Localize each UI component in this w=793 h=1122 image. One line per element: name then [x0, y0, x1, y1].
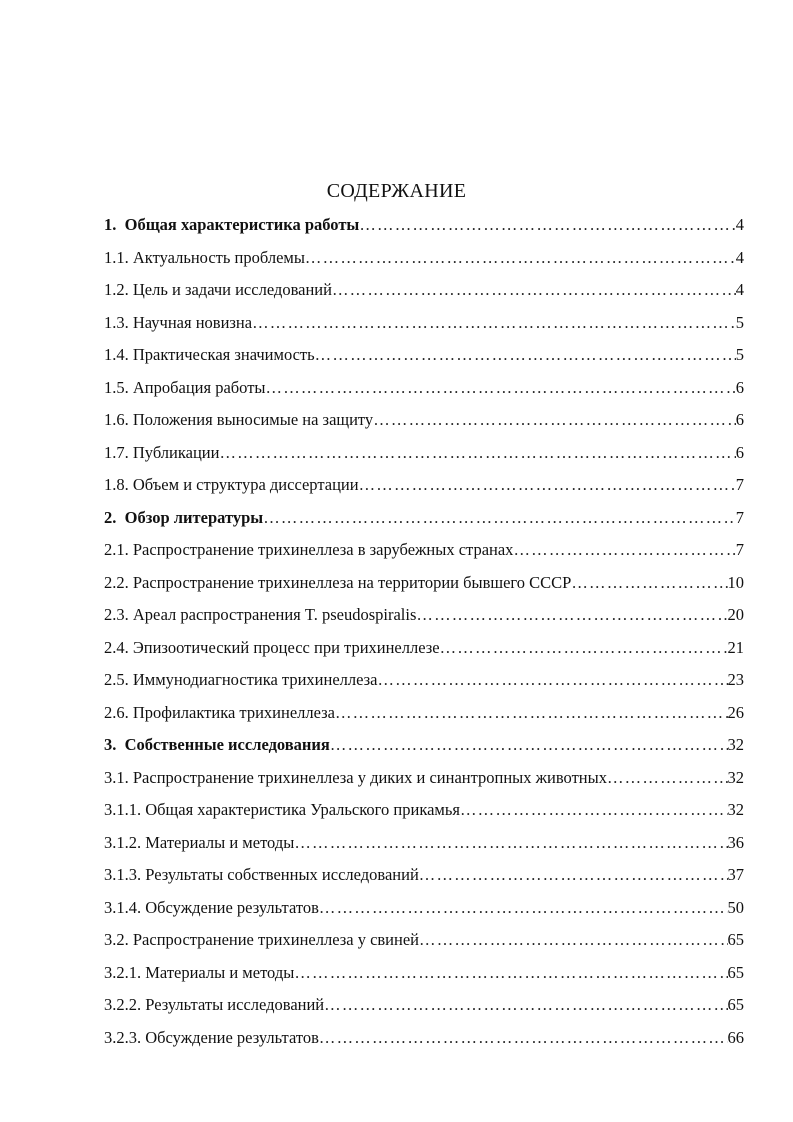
toc-entry-number: 1.6.: [104, 410, 129, 429]
toc-entry[interactable]: [104, 800, 744, 833]
toc-dot-leader: [359, 475, 736, 495]
toc-entry-number: 3.2.2.: [104, 995, 142, 1014]
toc-entry-label: [104, 1028, 319, 1048]
toc-entry[interactable]: [104, 313, 744, 346]
toc-entry[interactable]: [104, 1028, 744, 1061]
toc-entry-number: 3.1.3.: [104, 865, 142, 884]
toc-dot-leader: [319, 898, 728, 918]
toc-entry-number: 1.1.: [104, 247, 129, 267]
toc-entry-number: 1.3.: [104, 312, 129, 332]
toc-entry-number: 2.1.: [104, 540, 129, 559]
toc-entry[interactable]: [104, 345, 744, 378]
toc-entry-title: Результаты собственных исследований: [145, 865, 419, 884]
toc-entry-title: Обзор литературы: [124, 507, 264, 527]
toc-entry[interactable]: [104, 540, 744, 573]
toc-entry-title: Ареал распространения T. pseudospiralis: [132, 605, 417, 624]
toc-page-number: 21: [727, 637, 744, 657]
toc-page-number: 6: [735, 442, 744, 462]
toc-entry-label: [104, 248, 305, 268]
toc-entry-number: 2.5.: [104, 670, 129, 689]
toc-dot-leader: [332, 280, 736, 300]
toc-page-number: 37: [727, 865, 744, 884]
toc-entry-number: 1.4.: [104, 345, 129, 364]
toc-page-number: 32: [727, 800, 744, 819]
toc-entry-label: [104, 800, 460, 820]
toc-entry[interactable]: [104, 248, 744, 281]
toc-dot-leader: [373, 410, 736, 430]
toc-dot-leader: [607, 768, 728, 788]
toc-entry-label: [104, 443, 219, 463]
table-of-contents: [104, 215, 744, 1060]
toc-dot-leader: [460, 800, 728, 820]
toc-dot-leader: [416, 605, 727, 625]
toc-entry[interactable]: [104, 378, 744, 411]
toc-entry[interactable]: [104, 963, 744, 996]
toc-entry-number: 1.7.: [104, 442, 129, 462]
toc-entry-number: 2.4.: [104, 637, 129, 657]
toc-entry-number: 3.2.1.: [104, 962, 142, 982]
toc-entry-number: 2.3.: [104, 605, 129, 624]
toc-entry-label: [104, 703, 335, 723]
toc-entry-title: Научная новизна: [132, 312, 253, 332]
toc-dot-leader: [324, 995, 727, 1015]
toc-entry-label: [104, 768, 607, 788]
toc-entry-number: 2.: [104, 507, 117, 527]
toc-entry[interactable]: [104, 865, 744, 898]
toc-entry-title: Общая характеристика работы: [124, 215, 360, 234]
toc-entry-title: Публикации: [132, 442, 220, 462]
toc-entry-label: [104, 605, 416, 625]
toc-entry-number: 3.1.1.: [104, 800, 142, 819]
toc-dot-leader: [252, 313, 736, 333]
toc-entry-title: Апробация работы: [132, 377, 266, 397]
toc-entry[interactable]: [104, 833, 744, 866]
toc-entry-title: Результаты исследований: [145, 995, 325, 1014]
toc-entry-title: Положения выносимые на защиту: [132, 410, 374, 429]
toc-entry[interactable]: [104, 735, 744, 768]
toc-entry-label: [104, 930, 419, 950]
page-title: СОДЕРЖАНИЕ: [326, 180, 467, 202]
toc-dot-leader: [263, 508, 736, 528]
toc-page-number: 65: [727, 995, 744, 1014]
toc-entry[interactable]: [104, 930, 744, 963]
toc-entry-label: [104, 410, 373, 430]
toc-entry[interactable]: [104, 475, 744, 508]
toc-dot-leader: [315, 345, 736, 365]
toc-entry-title: Распространение трихинеллеза в зарубежных странах: [132, 540, 514, 559]
toc-entry[interactable]: [104, 898, 744, 931]
toc-entry-label: [104, 215, 359, 235]
toc-entry-number: 2.2.: [104, 572, 129, 592]
toc-entry-label: [104, 995, 324, 1015]
toc-page-number: 36: [727, 832, 744, 852]
toc-page-number: 65: [727, 930, 744, 949]
toc-page-number: 26: [727, 702, 744, 722]
toc-dot-leader: [330, 735, 728, 755]
toc-entry-title: Обсуждение результатов: [145, 897, 319, 917]
toc-entry-title: Распространение трихинеллеза у диких и синантропных животных: [132, 767, 607, 787]
toc-dot-leader: [513, 540, 735, 560]
toc-entry-title: Практическая значимость: [132, 345, 315, 364]
toc-entry-label: [104, 345, 315, 365]
toc-entry-label: [104, 865, 419, 885]
toc-entry-label: [104, 735, 330, 755]
toc-dot-leader: [294, 963, 727, 983]
toc-dot-leader: [440, 638, 728, 658]
toc-entry-number: 1.5.: [104, 377, 129, 397]
toc-dot-leader: [419, 930, 728, 950]
toc-entry-label: [104, 280, 332, 300]
toc-page-number: 6: [735, 377, 744, 397]
toc-dot-leader: [305, 248, 736, 268]
toc-page-number: 50: [727, 897, 744, 917]
toc-dot-leader: [571, 573, 727, 593]
toc-dot-leader: [266, 378, 736, 398]
toc-entry-title: Объем и структура диссертации: [132, 475, 359, 494]
toc-entry[interactable]: [104, 508, 744, 541]
toc-entry-number: 3.: [104, 735, 117, 754]
toc-entry-label: [104, 963, 294, 983]
toc-entry[interactable]: [104, 670, 744, 703]
toc-entry-label: [104, 313, 252, 333]
toc-entry[interactable]: [104, 573, 744, 606]
toc-entry[interactable]: [104, 605, 744, 638]
toc-entry[interactable]: [104, 280, 744, 313]
toc-entry-label: [104, 898, 319, 918]
toc-dot-leader: [359, 215, 735, 235]
toc-page-number: 4: [735, 280, 744, 299]
toc-page-number: 10: [727, 572, 744, 592]
toc-entry-title: Собственные исследования: [124, 735, 330, 754]
toc-entry[interactable]: [104, 703, 744, 736]
toc-page-number: 4: [735, 215, 744, 234]
toc-entry[interactable]: [104, 768, 744, 801]
toc-dot-leader: [377, 670, 727, 690]
toc-entry-number: 1.2.: [104, 280, 129, 299]
toc-entry[interactable]: [104, 638, 744, 671]
toc-dot-leader: [335, 703, 728, 723]
toc-dot-leader: [319, 1028, 728, 1048]
toc-entry-number: 3.2.: [104, 930, 129, 949]
toc-page-number: 6: [735, 410, 744, 429]
toc-entry-title: Материалы и методы: [145, 962, 295, 982]
toc-entry-title: Общая характеристика Уральского прикамья: [145, 800, 460, 819]
toc-entry[interactable]: [104, 410, 744, 443]
toc-page-number: 7: [735, 540, 744, 559]
toc-page-number: 7: [735, 475, 744, 494]
toc-entry-label: [104, 508, 263, 528]
toc-page-number: 65: [727, 962, 744, 982]
toc-entry-label: [104, 540, 513, 560]
toc-entry-number: 1.: [104, 215, 117, 234]
toc-page-number: 7: [735, 507, 744, 527]
toc-entry-title: Актуальность проблемы: [132, 247, 305, 267]
toc-entry-title: Материалы и методы: [145, 832, 295, 852]
toc-entry-number: 3.1.2.: [104, 832, 142, 852]
toc-page-number: 66: [727, 1027, 744, 1047]
toc-entry-title: Цель и задачи исследований: [132, 280, 332, 299]
toc-entry-title: Эпизоотический процесс при трихинеллезе: [132, 637, 440, 657]
toc-page-number: 32: [727, 767, 744, 787]
toc-entry-title: Профилактика трихинеллеза: [132, 702, 335, 722]
toc-entry[interactable]: [104, 215, 744, 248]
toc-dot-leader: [419, 865, 728, 885]
toc-entry-title: Распространение трихинеллеза у свиней: [132, 930, 419, 949]
toc-page-number: 4: [735, 247, 744, 267]
toc-page-number: 5: [735, 312, 744, 332]
toc-page-number: 20: [727, 605, 744, 624]
toc-page-number: 5: [735, 345, 744, 364]
toc-entry-number: 2.6.: [104, 702, 129, 722]
toc-dot-leader: [219, 443, 735, 463]
toc-entry-number: 3.1.: [104, 767, 129, 787]
toc-entry-title: Распространение трихинеллеза на территории бывшего СССР: [132, 572, 572, 592]
toc-dot-leader: [294, 833, 727, 853]
toc-entry-label: [104, 475, 359, 495]
toc-entry-label: [104, 378, 266, 398]
toc-entry[interactable]: [104, 443, 744, 476]
toc-entry-label: [104, 670, 377, 690]
toc-entry[interactable]: [104, 995, 744, 1028]
toc-entry-title: Иммунодиагностика трихинеллеза: [132, 670, 378, 689]
toc-entry-number: 3.2.3.: [104, 1027, 142, 1047]
toc-entry-title: Обсуждение результатов: [145, 1027, 319, 1047]
toc-entry-number: 3.1.4.: [104, 897, 142, 917]
toc-entry-label: [104, 638, 440, 658]
toc-entry-number: 1.8.: [104, 475, 129, 494]
toc-entry-label: [104, 833, 294, 853]
toc-page-number: 32: [727, 735, 744, 754]
toc-page-number: 23: [727, 670, 744, 689]
toc-entry-label: [104, 573, 571, 593]
